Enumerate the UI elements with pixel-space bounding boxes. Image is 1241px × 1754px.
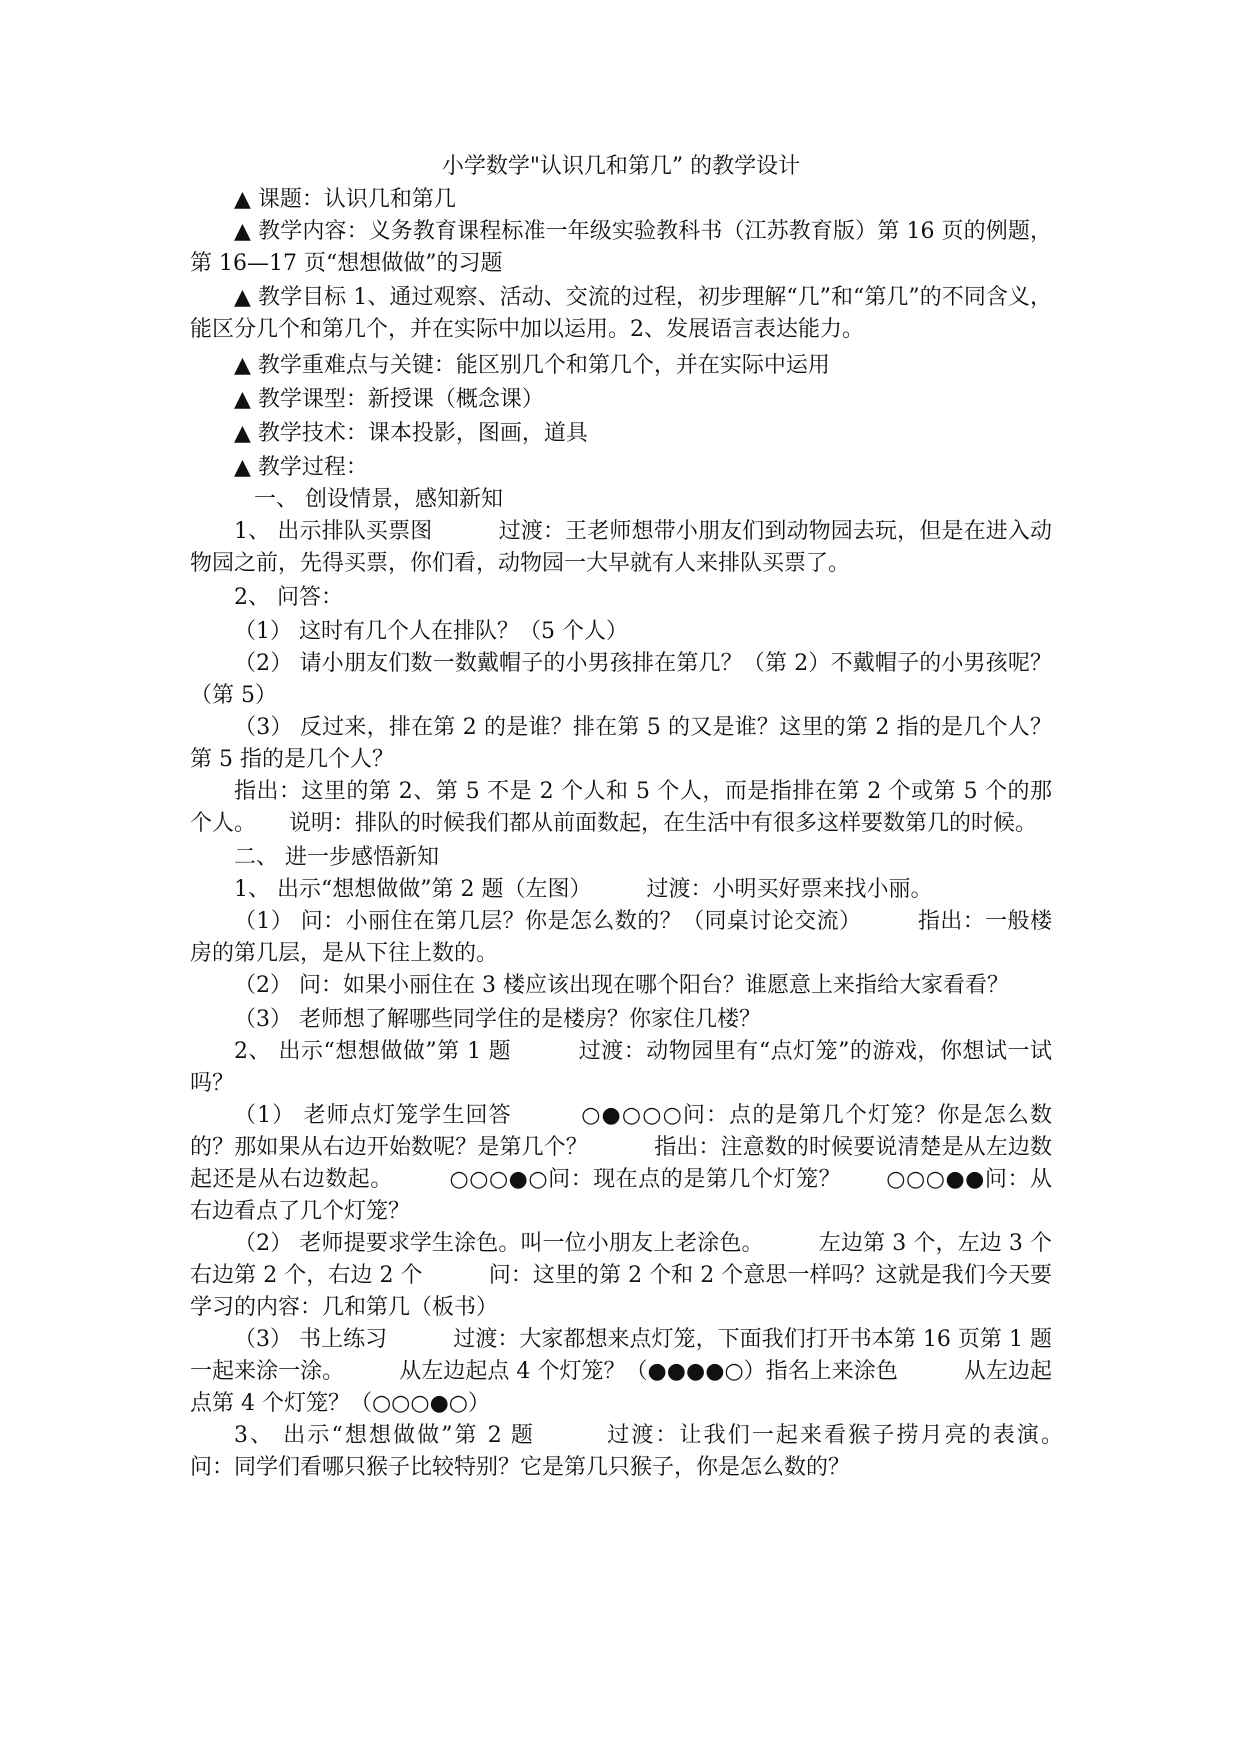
paragraph-topic: ▲ 课题：认识几和第几 xyxy=(234,187,456,212)
paragraph-section2-step-3: 3、 出示“想想做做”第 2 题 过渡：让我们一起来看猴子捞月亮的表演。 问：同学们看哪只猴子比较特别？它是第几只猴子，你是怎么数的？ xyxy=(190,1423,1097,1480)
paragraph-lantern-2: （2） 老师提要求学生涂色。叫一位小朋友上老涂色。 左边第 3 个，左边 3 个 右边第 2 个，右边 2 个 问：这里的第 2 个和 2 个意思一样吗？这就是我们今天要学习的内容：几和第几（板书） xyxy=(190,1231,1119,1320)
paragraph-point-out: 指出：这里的第 2、第 5 不是 2 个人和 5 个人，而是指排在第 2 个或第 5 个的那个人。 说明：排队的时候我们都从前面数起，在生活中有很多这样要数第几的时候。 xyxy=(190,779,1052,836)
paragraph-question-1: （1） 这时有几个人在排队？（5 个人） xyxy=(234,619,628,644)
paragraph-section2-step-2: 2、 出示“想想做做”第 1 题 过渡：动物园里有“点灯笼”的游戏，你想试一试吗？ xyxy=(190,1039,1052,1096)
paragraph-question-2: （2） 请小朋友们数一数戴帽子的小男孩排在第几？（第 2）不戴帽子的小男孩呢？（第 5） xyxy=(190,651,1052,708)
paragraph-lesson-type: ▲ 教学课型：新授课（概念课） xyxy=(234,387,544,412)
paragraph-lantern-3: （3） 书上练习 过渡：大家都想来点灯笼，下面我们打开书本第 16 页第 1 题一起来涂一涂。 从左边起点 4 个灯笼？（●●●●○）指名上来涂色 从左边起点第 4 个灯笼？（○○○●○） xyxy=(190,1327,1052,1416)
paragraph-techniques: ▲ 教学技术：课本投影，图画，道具 xyxy=(234,421,588,446)
section-heading-1: 一、 创设情景，感知新知 xyxy=(254,487,503,512)
paragraph-process: ▲ 教学过程： xyxy=(234,455,368,480)
document-body xyxy=(190,150,1119,1484)
paragraph-section2-step-1: 1、 出示“想想做做”第 2 题（左图） 过渡：小明买好票来找小丽。 xyxy=(234,877,933,902)
paragraph-objectives: ▲ 教学目标 1、通过观察、活动、交流的过程，初步理解“几”和“第几”的不同含义，能区分几个和第几个，并在实际中加以运用。2、发展语言表达能力。 xyxy=(190,285,1052,342)
section-heading-2: 二、 进一步感悟新知 xyxy=(234,845,439,870)
paragraph-content: ▲ 教学内容：义务教育课程标准一年级实验教科书（江苏教育版）第 16 页的例题，第 16—17 页“想想做做”的习题 xyxy=(190,219,1052,276)
paragraph-step-2: 2、 问答： xyxy=(234,585,343,610)
paragraph-lantern-1: （1） 老师点灯笼学生回答 ○●○○○问：点的是第几个灯笼？你是怎么数的？那如果从右边开始数呢？是第几个？ 指出：注意数的时候要说清楚是从左边数起还是从右边数起。 ○○○●○问：现在点的是第几个灯笼？ ○○○●●问：从右边看点了几个灯笼？ xyxy=(190,1103,1052,1224)
paragraph-key-points: ▲ 教学重难点与关键：能区别几个和第几个，并在实际中运用 xyxy=(234,353,830,378)
paragraph-step-1: 1、 出示排队买票图 过渡：王老师想带小朋友们到动物园去玩，但是在进入动物园之前，先得买票，你们看，动物园一大早就有人来排队买票了。 xyxy=(190,519,1052,576)
paragraph-section2-question-3: （3） 老师想了解哪些同学住的是楼房？你家住几楼？ xyxy=(234,1007,761,1032)
document-title: 小学数学"认识几和第几” 的教学设计 xyxy=(441,154,801,179)
paragraph-section2-question-1: （1） 问：小丽住在第几层？你是怎么数的？（同桌讨论交流） 指出：一般楼房的第几层，是从下往上数的。 xyxy=(190,909,1052,966)
paragraph-section2-question-2: （2） 问：如果小丽住在 3 楼应该出现在哪个阳台？谁愿意上来指给大家看看？ xyxy=(234,973,1009,998)
paragraph-question-3: （3） 反过来，排在第 2 的是谁？排在第 5 的又是谁？这里的第 2 指的是几个人？第 5 指的是几个人？ xyxy=(190,715,1052,772)
